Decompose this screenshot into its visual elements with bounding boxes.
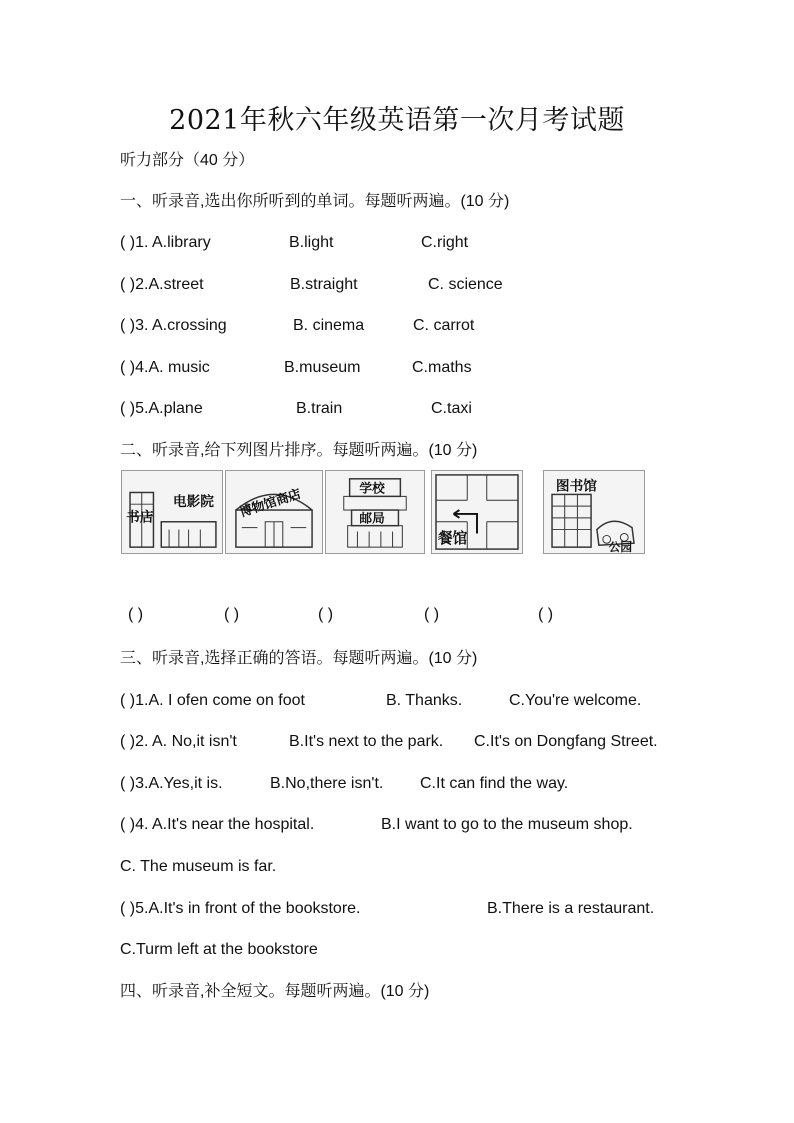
svg-text:邮局: 邮局: [359, 510, 385, 526]
s3-q1-c: C.You're welcome.: [509, 692, 642, 709]
svg-text:学校: 学校: [359, 480, 385, 496]
picture-answer-blank-3[interactable]: ( ): [318, 606, 334, 623]
section4-heading: 四、听录音,补全短文。每题听两遍。(10 分): [120, 983, 430, 1000]
s3-q4-c: C. The museum is far.: [120, 858, 277, 875]
svg-text:电影院: 电影院: [172, 494, 214, 511]
listening-header: 听力部分（40 分）: [120, 152, 255, 169]
s1-q4-b: B.museum: [284, 359, 361, 376]
school-postoffice-drawing: [326, 471, 424, 553]
svg-text:博物馆商店: 博物馆商店: [237, 485, 303, 520]
picture-library-park: [543, 470, 645, 554]
picture-strip: [121, 470, 645, 554]
s1-q5-a: ( )5.A.plane: [120, 400, 203, 417]
s3-q5-a: ( )5.A.It's in front of the bookstore.: [120, 900, 361, 917]
crossroads-drawing: [432, 471, 522, 553]
picture-answer-blank-1[interactable]: ( ): [128, 606, 144, 623]
picture-answer-blank-5[interactable]: ( ): [538, 606, 554, 623]
s3-q1-a: ( )1.A. I ofen come on foot: [120, 692, 305, 709]
svg-text:公园: 公园: [608, 540, 633, 553]
svg-text:图书馆: 图书馆: [555, 478, 597, 495]
picture-answer-blank-2[interactable]: ( ): [224, 606, 240, 623]
section1-heading: 一、听录音,选出你所听到的单词。每题听两遍。(10 分): [120, 193, 510, 210]
s3-q3-c: C.It can find the way.: [420, 775, 569, 792]
s1-q3-a: ( )3. A.crossing: [120, 317, 227, 334]
museum-shop-drawing: [226, 471, 322, 553]
s1-q4-a: ( )4.A. music: [120, 359, 210, 376]
s3-q2-b: B.It's next to the park.: [289, 733, 444, 750]
s1-q1-c: C.right: [421, 234, 469, 251]
s1-q2-a: ( )2.A.street: [120, 276, 204, 293]
s3-q4-a: ( )4. A.It's near the hospital.: [120, 816, 315, 833]
s3-q4-b: B.I want to go to the museum shop.: [381, 816, 633, 833]
s1-q5-c: C.taxi: [431, 400, 472, 417]
section3-heading: 三、听录音,选择正确的答语。每题听两遍。(10 分): [120, 650, 478, 667]
section2-heading: 二、听录音,给下列图片排序。每题听两遍。(10 分): [120, 442, 478, 459]
s3-q5-c: C.Turm left at the bookstore: [120, 941, 318, 958]
s3-q2-a: ( )2. A. No,it isn't: [120, 733, 237, 750]
picture-museum-shop: [225, 470, 323, 554]
svg-text:书店: 书店: [126, 509, 154, 526]
bookstore-cinema-drawing: [122, 471, 222, 553]
s3-q1-b: B. Thanks.: [386, 692, 463, 709]
s3-q3-a: ( )3.A.Yes,it is.: [120, 775, 223, 792]
s1-q1-b: B.light: [289, 234, 334, 251]
picture-bookstore-cinema: [121, 470, 223, 554]
s3-q2-c: C.It's on Dongfang Street.: [474, 733, 658, 750]
s1-q5-b: B.train: [296, 400, 343, 417]
picture-answer-blank-4[interactable]: ( ): [424, 606, 440, 623]
s1-q2-c: C. science: [428, 276, 503, 293]
picture-school-postoffice: [325, 470, 425, 554]
s1-q3-c: C. carrot: [413, 317, 475, 334]
page-title: 2021年秋六年级英语第一次月考试题: [169, 105, 625, 136]
s3-q5-b: B.There is a restaurant.: [487, 900, 655, 917]
picture-restaurant-crossroads: [431, 470, 523, 554]
s1-q3-b: B. cinema: [293, 317, 365, 334]
s1-q4-c: C.maths: [412, 359, 472, 376]
s1-q2-b: B.straight: [290, 276, 358, 293]
library-park-drawing: [544, 471, 644, 553]
s3-q3-b: B.No,there isn't.: [270, 775, 384, 792]
svg-text:餐馆: 餐馆: [437, 530, 468, 548]
s1-q1-a: ( )1. A.library: [120, 234, 211, 251]
